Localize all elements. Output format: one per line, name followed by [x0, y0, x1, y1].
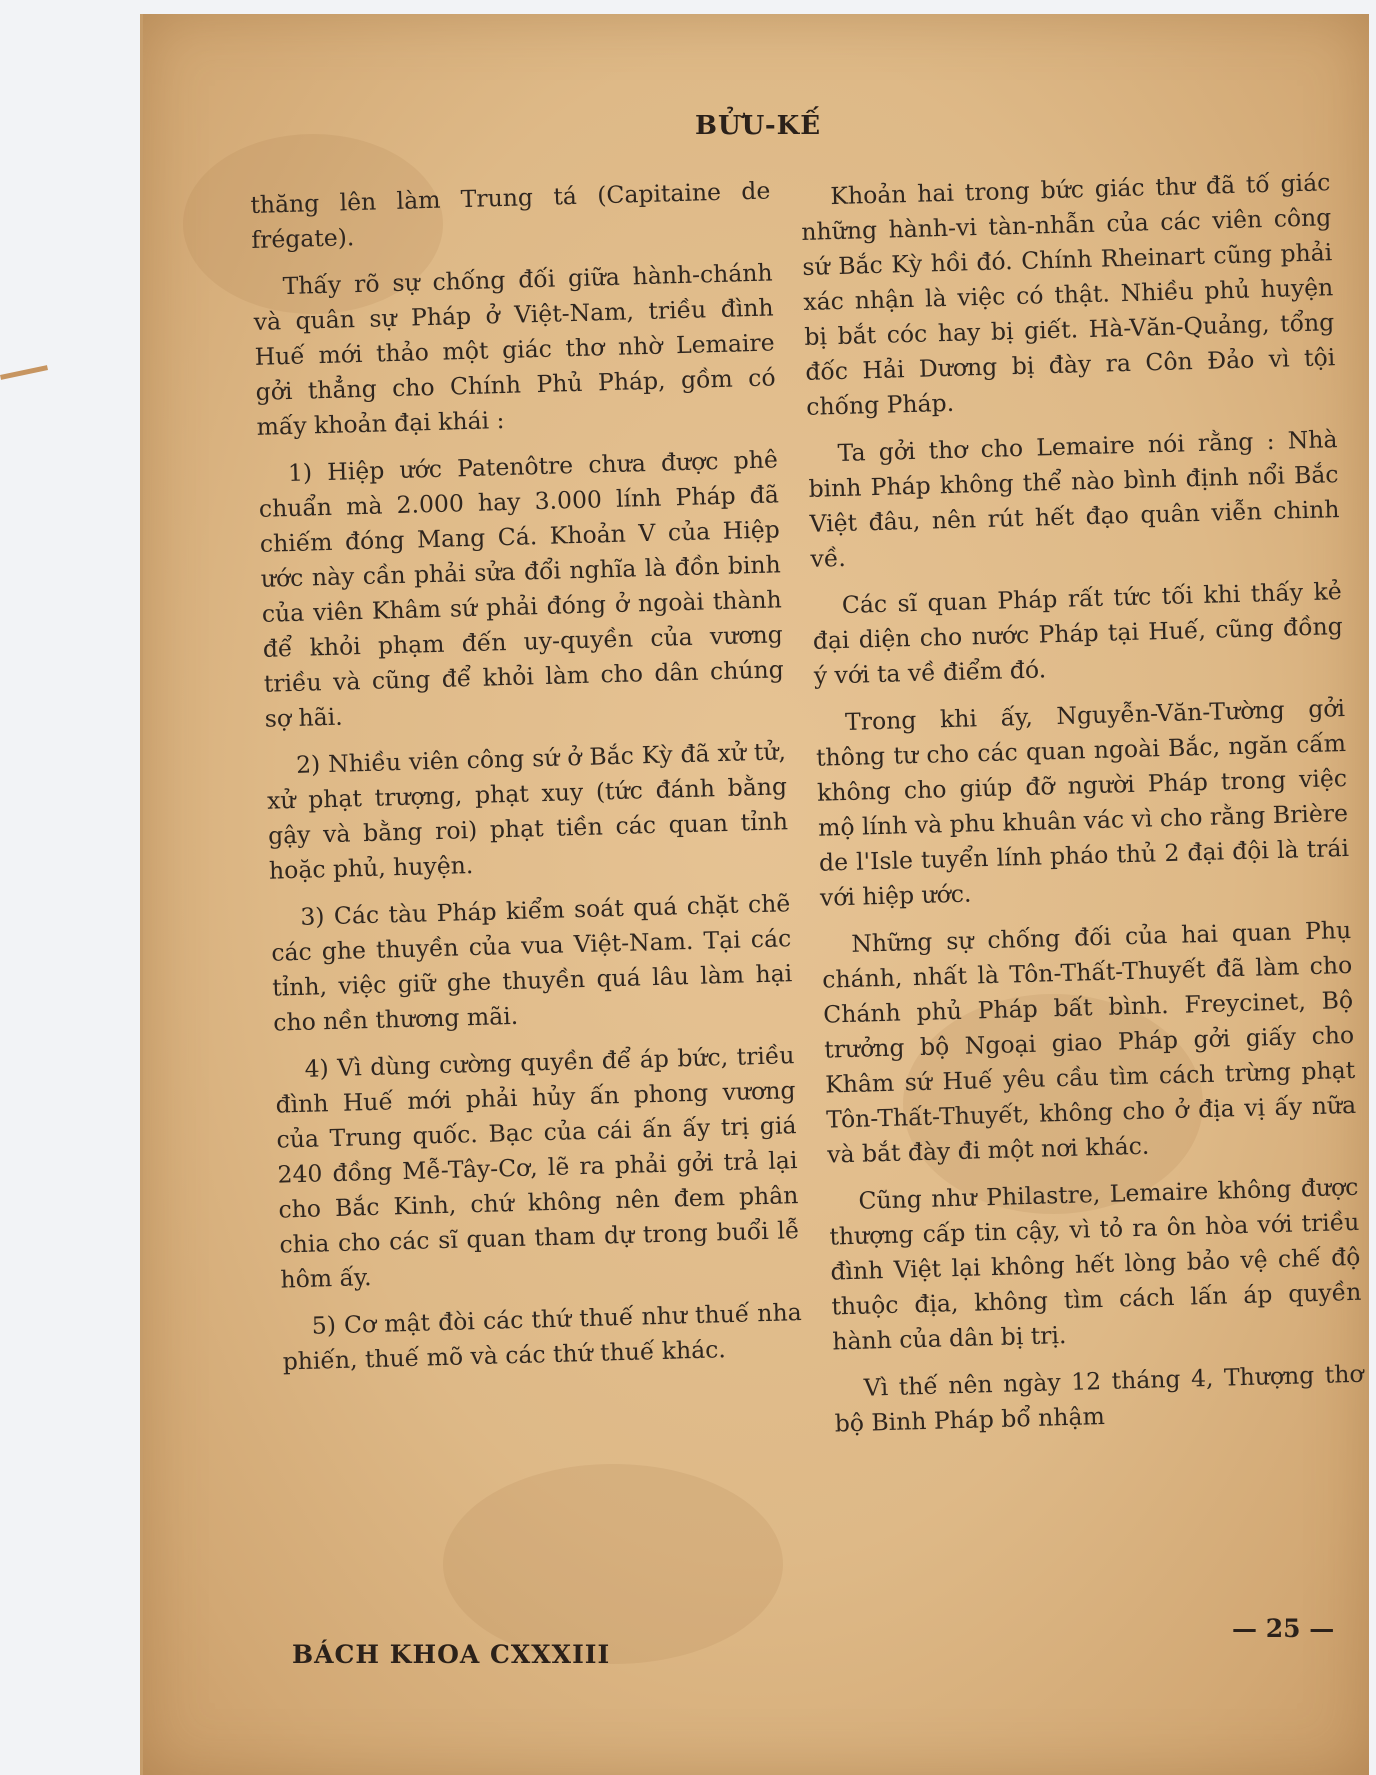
left-text-column — [250, 173, 803, 1391]
paragraph: Ta gởi thơ cho Lemaire nói rằng : Nhà binh Pháp không thể nào bình định nổi Bắc Việt đâu, nên rút hết đạo quân viễn chinh về. — [808, 425, 1340, 573]
paragraph: 4) Vì dùng cường quyền để áp bức, triều đình Huế mới phải hủy ấn phong vương của Trung quốc. Bạc của cái ấn ấy trị giá 240 đồng Mễ-Tây-Cơ, lẽ ra phải gởi trả lại cho Bắc Kinh, chứ không nên đem phân chia cho các sĩ quan tham dự trong buổi lễ hôm ấy. — [275, 1041, 800, 1294]
page-header-title: BỬU-KẾ — [694, 111, 822, 141]
paragraph: thăng lên làm Trung tá (Capitaine de frégate). — [250, 176, 771, 254]
paragraph: Những sự chống đối của hai quan Phụ chánh, nhất là Tôn-Thất-Thuyết đã làm cho Chánh phủ Pháp bất bình. Freycinet, Bộ trưởng bộ Ngoại giao Pháp gởi giấy cho Khâm sứ Huế yêu cầu tìm cách trừng phạt Tôn-Thất-Thuyết, không cho ở địa vị ấy nữa và bắt đày đi một nơi khác. — [821, 915, 1357, 1169]
publication-footer: BÁCH KHOA CXXXIII — [292, 1640, 611, 1669]
paragraph: 3) Các tàu Pháp kiểm soát quá chặt chẽ các ghe thuyền của vua Việt-Nam. Tại các tỉnh, việc giữ ghe thuyền quá lâu làm hại cho nền thương mãi. — [270, 889, 793, 1037]
paragraph: Thấy rõ sự chống đối giữa hành-chánh và quân sự Pháp ở Việt-Nam, triều đình Huế mới thảo một giác thơ nhờ Lemaire gởi thẳng cho Chính Phủ Pháp, gồm có mấy khoản đại khái : — [253, 258, 776, 441]
paragraph: 2) Nhiều viên công sứ ở Bắc Kỳ đã xử tử, xử phạt trượng, phạt xuy (tức đánh bằng gậy và bằng roi) phạt tiền các quan tỉnh hoặc phủ, huyện. — [266, 737, 789, 885]
paragraph: Cũng như Philastre, Lemaire không được thượng cấp tin cậy, vì tỏ ra ôn hòa với triều đình Việt lại không hết lòng bảo vệ chế độ thuộc địa, không tìm cách lấn áp quyền hành của dân bị trị. — [829, 1172, 1362, 1356]
paragraph: Trong khi ấy, Nguyễn-Văn-Tường gởi thông tư cho các quan ngoài Bắc, ngăn cấm không cho giúp đỡ người Pháp trong việc mộ lính và phu khuân vác vì cho rằng Brière de l'Isle tuyển lính pháo thủ 2 đại đội là trái với hiệp ước. — [815, 693, 1350, 912]
paragraph: Khoản hai trong bức giác thư đã tố giác những hành-vi tàn-nhẫn của các viên công sứ Bắc Kỳ hồi đó. Chính Rheinart cũng phải xác nhận là việc có thật. Nhiều phủ huyện bị bắt cóc hay bị giết. Hà-Văn-Quảng, tổng đốc Hải Dương bị đày ra Côn Đảo vì tội chống Pháp. — [801, 168, 1336, 421]
paragraph: 1) Hiệp ước Patenôtre chưa được phê chuẩn mà 2.000 hay 3.000 lính Pháp đã chiếm đóng Mang Cá. Khoản V của Hiệp ước này cần phải sửa đổi nghĩa là đồn binh của viên Khâm sứ phải đóng ở ngoài thành để khỏi phạm đến uy-quyền của vương triều và cũng để khỏi làm cho dân chúng sợ hãi. — [258, 445, 785, 733]
paper-stain — [443, 1464, 783, 1664]
right-text-column — [800, 165, 1365, 1453]
page-number: — 25 — — [1232, 1614, 1335, 1643]
paragraph: Các sĩ quan Pháp rất tức tối khi thấy kẻ đại diện cho nước Pháp tại Huế, cũng đồng ý với ta về điểm đó. — [812, 577, 1344, 690]
paragraph: Vì thế nên ngày 12 tháng 4, Thượng thơ bộ Binh Pháp bổ nhậm — [834, 1359, 1364, 1438]
paragraph: 5) Cơ mật đòi các thứ thuế như thuế nha phiến, thuế mõ và các thứ thuế khác. — [282, 1298, 802, 1376]
